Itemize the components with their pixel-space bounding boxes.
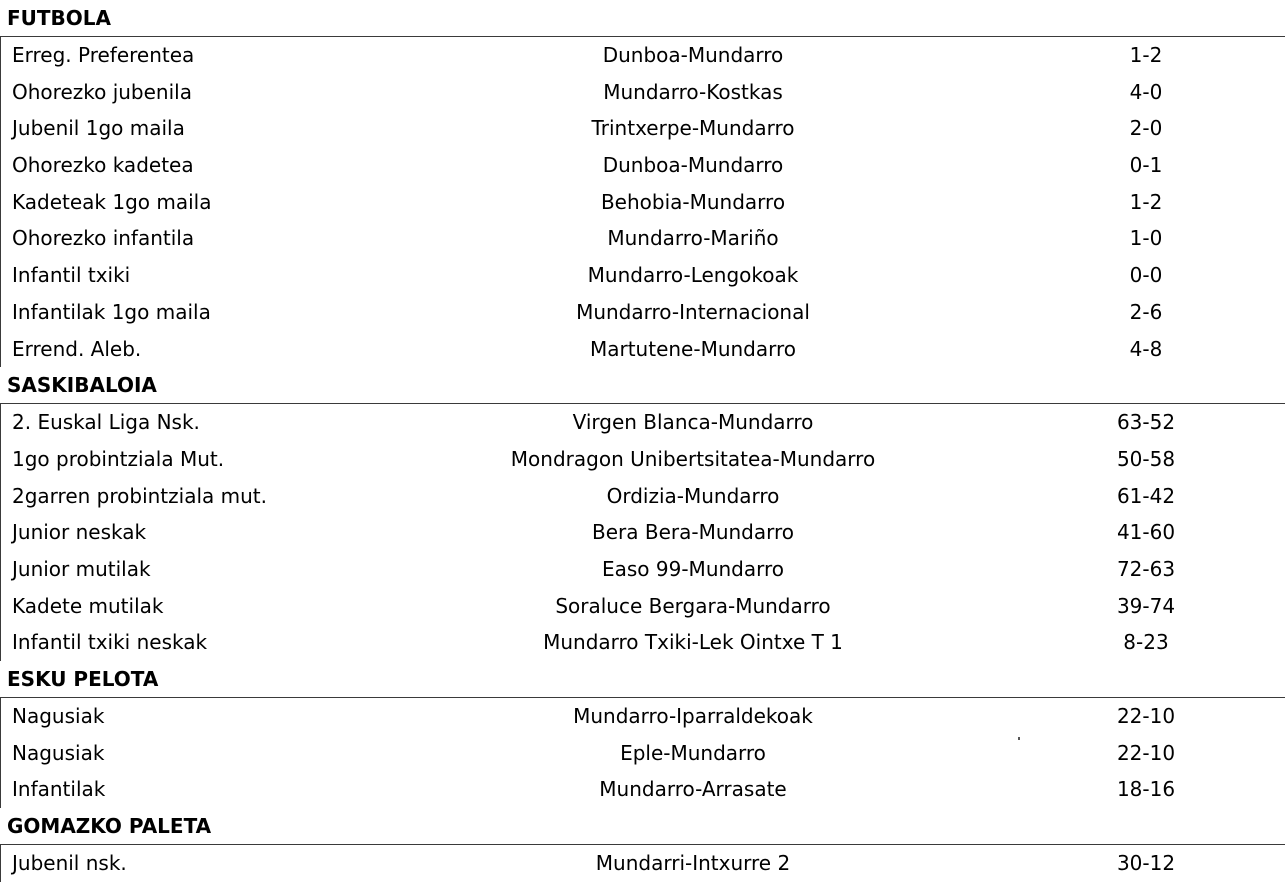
section-title: GOMAZKO PALETA: [0, 808, 1285, 845]
category-cell: 2. Euskal Liga Nsk.: [12, 410, 200, 435]
match-cell: Virgen Blanca-Mundarro: [572, 410, 814, 435]
match-cell: Ordizia-Mundarro: [606, 483, 780, 508]
table-row: [1, 514, 1285, 551]
table-row: [1, 845, 1285, 882]
score-cell: 72-63: [1116, 556, 1176, 581]
score-cell: 30-12: [1116, 851, 1176, 876]
match-cell: Eple-Mundarro: [620, 740, 766, 765]
section-title: FUTBOLA: [0, 0, 1285, 37]
table-row: [1, 441, 1285, 478]
table-row: [1, 294, 1285, 331]
section-title: ESKU PELOTA: [0, 661, 1285, 698]
score-cell: 22-10: [1116, 740, 1176, 765]
match-cell: Dunboa-Mundarro: [602, 43, 784, 67]
score-cell: 39-74: [1116, 593, 1176, 618]
table-row: [1, 624, 1285, 661]
section-rows: [0, 845, 1285, 882]
category-cell: Nagusiak: [12, 740, 105, 765]
category-cell: Ohorezko infantila: [12, 226, 195, 251]
match-cell: Behobia-Mundarro: [600, 189, 786, 214]
category-cell: 1go probintziala Mut.: [12, 446, 225, 471]
match-cell: Mundarro-Mariño: [607, 226, 779, 251]
category-cell: Infantil txiki: [12, 263, 131, 288]
match-cell: Mundarro-Iparraldekoak: [573, 704, 813, 728]
match-cell: Mundarro-Arrasate: [599, 777, 787, 802]
table-row: [1, 698, 1285, 735]
category-cell: Ohorezko jubenila: [12, 79, 192, 104]
match-cell: Mundarri-Intxurre 2: [595, 851, 791, 876]
score-cell: 50-58: [1116, 446, 1176, 471]
category-cell: Errend. Aleb.: [12, 336, 142, 361]
table-row: [1, 404, 1285, 441]
score-cell: 63-52: [1116, 410, 1176, 435]
score-cell: 22-10: [1116, 704, 1176, 728]
category-cell: Jubenil 1go maila: [12, 116, 185, 141]
score-cell: 0-1: [1129, 153, 1163, 178]
score-cell: 1-2: [1129, 43, 1163, 67]
score-cell: 8-23: [1123, 630, 1169, 655]
section-rows: [0, 404, 1285, 661]
match-cell: Mundarro-Kostkas: [603, 79, 783, 104]
table-row: [1, 184, 1285, 221]
score-cell: 1-0: [1129, 226, 1163, 251]
table-row: [1, 735, 1285, 772]
table-row: [1, 588, 1285, 625]
category-cell: Junior neskak: [12, 520, 147, 545]
section-saskibaloia: [0, 367, 1285, 661]
category-cell: Infantilak: [12, 777, 106, 802]
category-cell: Kadete mutilak: [12, 593, 164, 618]
table-row: [1, 331, 1285, 368]
score-cell: 61-42: [1116, 483, 1176, 508]
cell-marker: [1018, 737, 1020, 740]
category-cell: 2garren probintziala mut.: [12, 483, 267, 508]
match-cell: Bera Bera-Mundarro: [591, 520, 795, 545]
score-cell: 4-0: [1129, 79, 1163, 104]
match-cell: Martutene-Mundarro: [589, 336, 797, 361]
score-cell: 4-8: [1129, 336, 1163, 361]
category-cell: Kadeteak 1go maila: [12, 189, 212, 214]
score-cell: 41-60: [1116, 520, 1176, 545]
section-futbola: [0, 0, 1285, 367]
score-cell: 1-2: [1129, 189, 1163, 214]
section-title: SASKIBALOIA: [0, 367, 1285, 404]
category-cell: Nagusiak: [12, 704, 105, 728]
score-cell: 2-0: [1129, 116, 1163, 141]
score-cell: 18-16: [1116, 777, 1176, 802]
section-esku-pelota: [0, 661, 1285, 808]
match-cell: Mundarro-Lengokoak: [587, 263, 799, 288]
table-row: [1, 147, 1285, 184]
table-row: [1, 551, 1285, 588]
match-cell: Mundarro-Internacional: [576, 299, 810, 324]
section-rows: [0, 37, 1285, 367]
match-cell: Trintxerpe-Mundarro: [591, 116, 795, 141]
match-cell: Dunboa-Mundarro: [602, 153, 784, 178]
match-cell: Easo 99-Mundarro: [601, 556, 785, 581]
table-row: [1, 771, 1285, 808]
match-cell: Soraluce Bergara-Mundarro: [555, 593, 831, 618]
category-cell: Infantilak 1go maila: [12, 299, 211, 324]
match-cell: Mundarro Txiki-Lek Ointxe T 1: [543, 630, 843, 655]
category-cell: Erreg. Preferentea: [12, 43, 195, 67]
table-row: [1, 220, 1285, 257]
section-gomazko-paleta: [0, 808, 1285, 882]
table-row: [1, 37, 1285, 74]
category-cell: Junior mutilak: [12, 556, 151, 581]
score-cell: 0-0: [1129, 263, 1163, 288]
category-cell: Infantil txiki neskak: [12, 630, 208, 655]
category-cell: Ohorezko kadetea: [12, 153, 194, 178]
match-cell: Mondragon Unibertsitatea-Mundarro: [510, 446, 876, 471]
table-row: [1, 74, 1285, 111]
score-cell: 2-6: [1129, 299, 1163, 324]
table-row: [1, 257, 1285, 294]
section-rows: [0, 698, 1285, 808]
category-cell: Jubenil nsk.: [12, 851, 127, 876]
table-row: [1, 110, 1285, 147]
table-row: [1, 478, 1285, 515]
